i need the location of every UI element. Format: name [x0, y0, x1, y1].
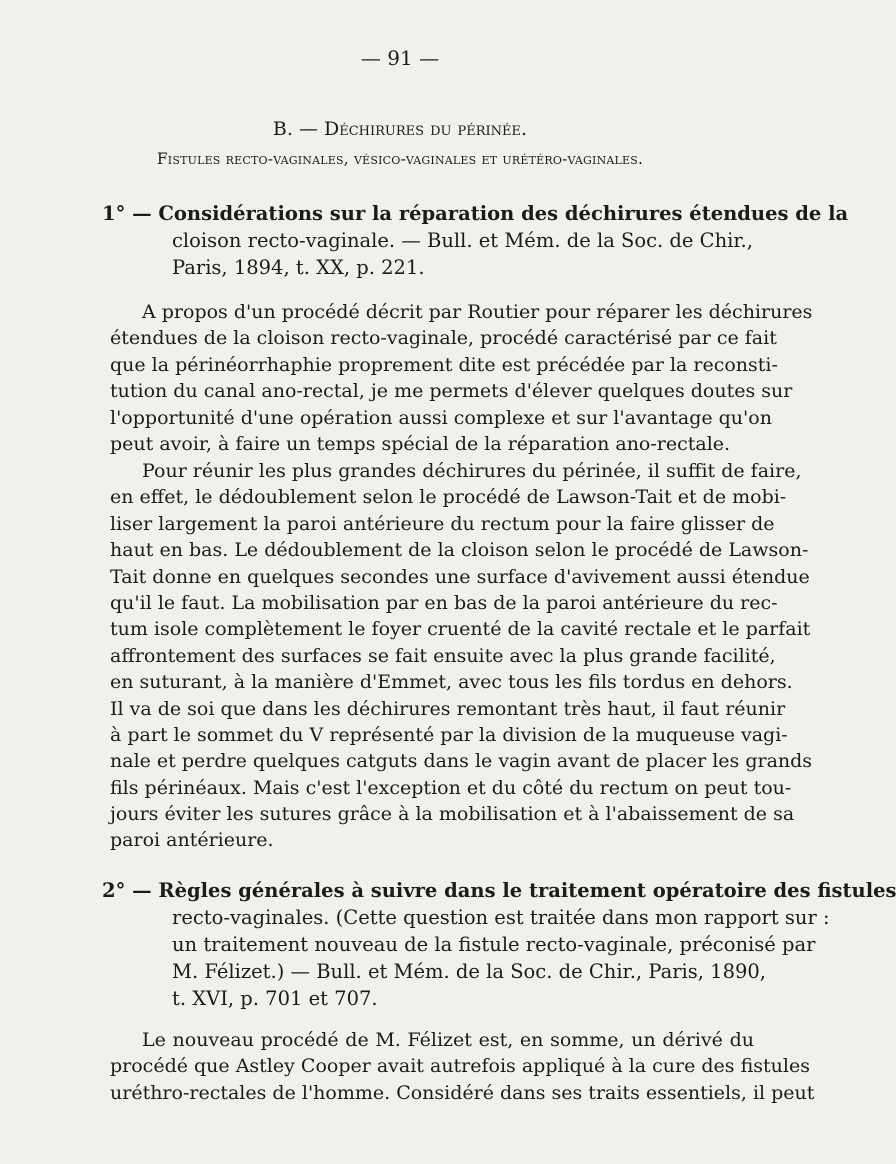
paragraph-line: liser largement la paroi antérieure du rectum pour la faire glisser de [110, 512, 775, 535]
paragraph-line: paroi antérieure. [110, 829, 274, 852]
paragraph-line: que la périnéorrhaphie proprement dite est précédée par la reconsti- [110, 353, 778, 376]
paragraph-1 [110, 299, 813, 457]
item-2-line-3: un traitement nouveau de la fistule recto-vaginale, préconisé par [172, 933, 816, 956]
paragraph-line: en suturant, à la manière d'Emmet, avec tous les fils tordus en dehors. [110, 671, 793, 694]
paragraph-line: A propos d'un procédé décrit par Routier pour réparer les déchirures [142, 301, 813, 323]
paragraph-line: nale et perdre quelques catguts dans le vagin avant de placer les grands [110, 750, 813, 773]
item-1-heading [102, 200, 849, 281]
paragraph-line: fils périnéaux. Mais c'est l'exception et du côté du rectum on peut tou- [110, 776, 792, 799]
paragraph-line: peut avoir, à faire un temps spécial de la réparation ano-rectale. [110, 432, 731, 455]
paragraph-line: uréthro-rectales de l'homme. Considéré dans ses traits essentiels, il peut [110, 1081, 815, 1104]
item-1-line-3: Paris, 1894, t. XX, p. 221. [172, 256, 425, 279]
paragraph-line: haut en bas. Le dédoublement de la cloison selon le procédé de Lawson- [110, 539, 809, 562]
item-1-line-1: 1° — Considérations sur la réparation des déchirures étendues de la [102, 202, 849, 225]
page-number: — 91 — [360, 46, 440, 70]
paragraph-line: jours éviter les sutures grâce à la mobilisation et à l'abaissement de sa [110, 803, 795, 826]
paragraph-line: en effet, le dédoublement selon le procédé de Lawson-Tait et de mobi- [110, 486, 787, 509]
paragraph-2 [110, 458, 813, 854]
paragraph-line: affrontement des surfaces se fait ensuite avec la plus grande facilité, [110, 644, 776, 667]
item-1-line-2: cloison recto-vaginale. — Bull. et Mém. de la Soc. de Chir., [172, 229, 753, 252]
paragraph-line: tum isole complètement le foyer cruenté de la cavité rectale et le parfait [110, 618, 811, 641]
section-subtitle: Fistules recto-vaginales, vésico-vaginales et urétéro-vaginales. [156, 150, 644, 168]
section-title: B. — Déchirures du périnée. [272, 118, 528, 140]
item-2-heading [102, 877, 896, 1012]
paragraph-3 [110, 1027, 815, 1106]
item-2-line-2: recto-vaginales. (Cette question est traitée dans mon rapport sur : [172, 906, 830, 929]
paragraph-line: Tait donne en quelques secondes une surface d'avivement aussi étendue [110, 565, 810, 588]
paragraph-line: étendues de la cloison recto-vaginale, procédé caractérisé par ce fait [110, 327, 777, 350]
paragraph-line: Pour réunir les plus grandes déchirures du périnée, il suffit de faire, [142, 460, 802, 482]
paragraph-line: qu'il le faut. La mobilisation par en bas de la paroi antérieure du rec- [110, 591, 778, 614]
paragraph-line: Il va de soi que dans les déchirures remontant très haut, il faut réunir [110, 697, 786, 720]
paragraph-line: tution du canal ano-rectal, je me permets d'élever quelques doutes sur [110, 380, 793, 403]
paragraph-line: à part le sommet du V représenté par la division de la muqueuse vagi- [110, 723, 788, 746]
item-2-line-5: t. XVI, p. 701 et 707. [172, 987, 378, 1010]
paragraph-line: l'opportunité d'une opération aussi complexe et sur l'avantage qu'on [110, 406, 772, 429]
paragraph-line: procédé que Astley Cooper avait autrefois appliqué à la cure des fistules [110, 1055, 810, 1078]
item-2-line-4: M. Félizet.) — Bull. et Mém. de la Soc. de Chir., Paris, 1890, [172, 960, 766, 983]
paragraph-line: Le nouveau procédé de M. Félizet est, en somme, un dérivé du [142, 1029, 754, 1051]
item-2-line-1: 2° — Règles générales à suivre dans le traitement opératoire des fistules [102, 879, 896, 902]
